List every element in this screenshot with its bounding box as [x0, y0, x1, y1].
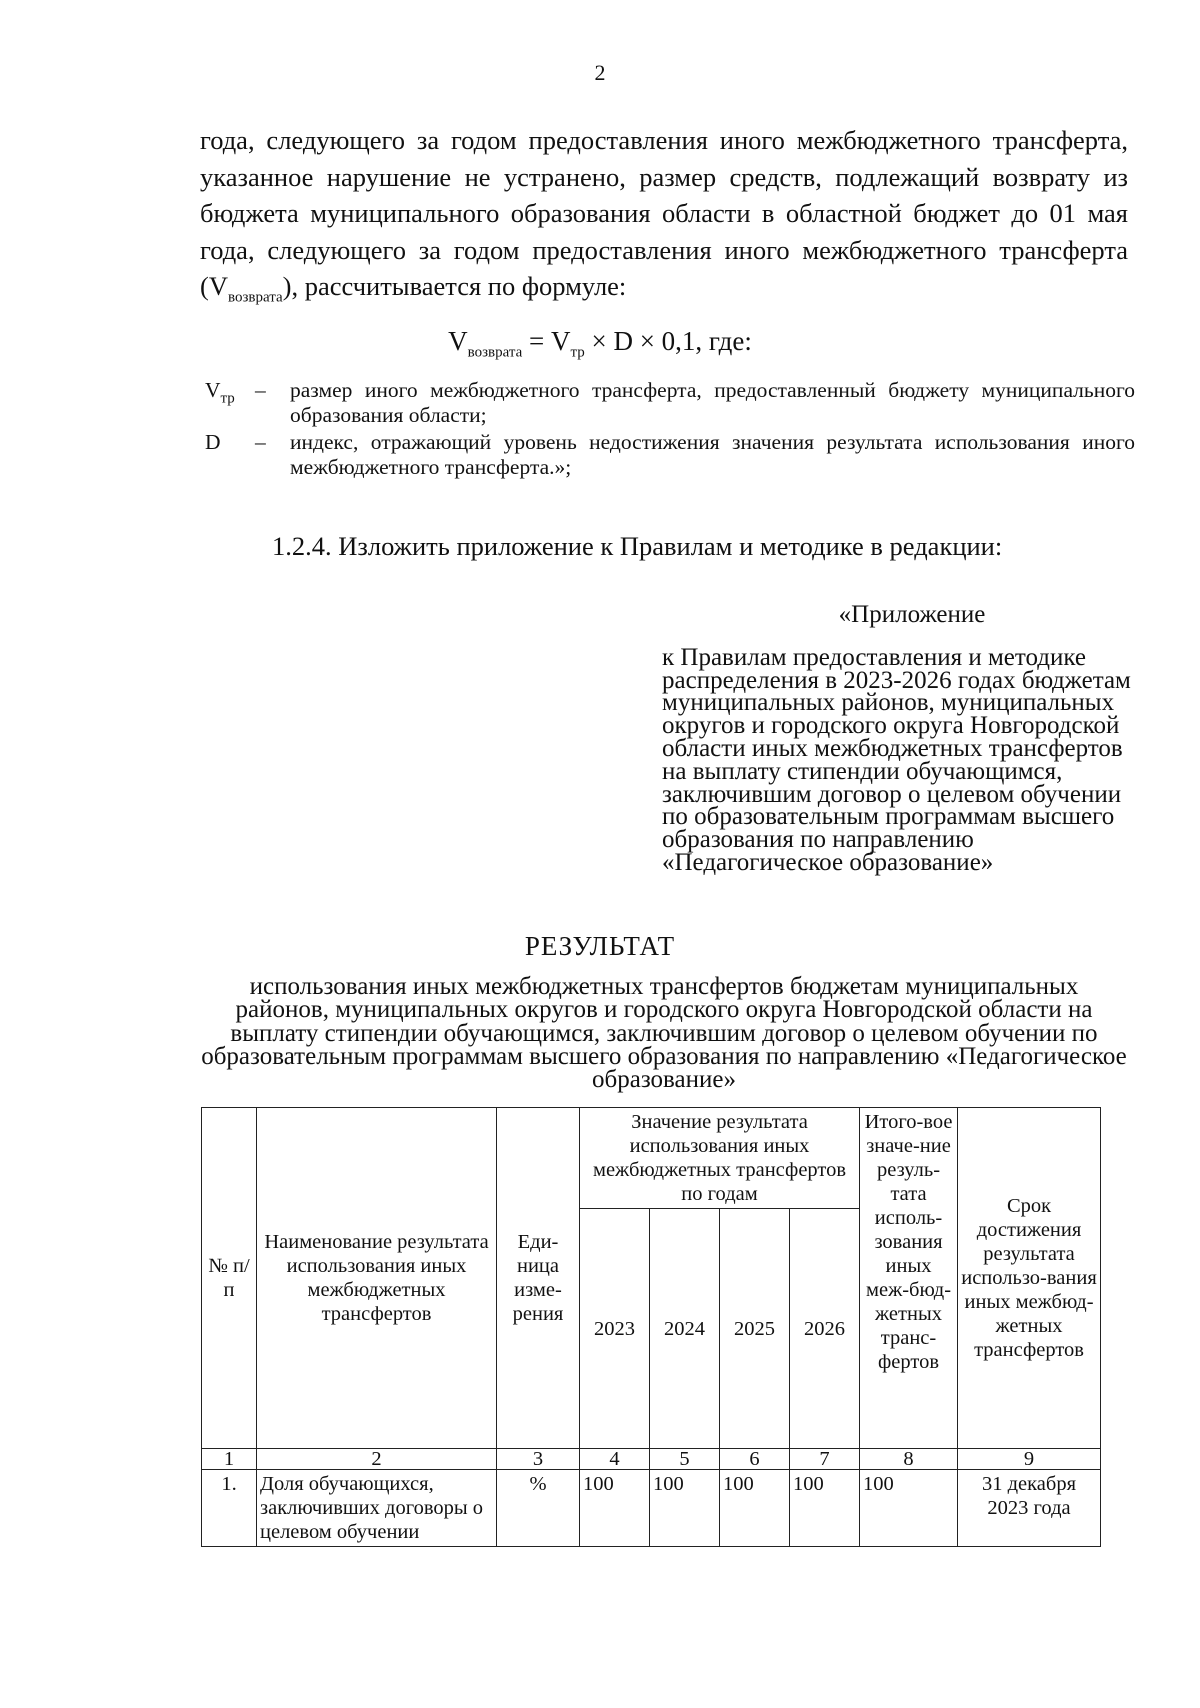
row-unit: % [497, 1470, 580, 1547]
header-year-2026: 2026 [790, 1209, 860, 1449]
section-item: 1.2.4. Изложить приложение к Правилам и методике в редакции: [272, 531, 1003, 561]
result-title: РЕЗУЛЬТАТ [524, 931, 676, 961]
formula-rest: × D × 0,1, где: [584, 326, 752, 356]
col-number: 3 [497, 1449, 580, 1470]
definition-text: индекс, отражающий уровень недостижения значения результата использования иного межбюджетного трансферта.»; [290, 430, 1135, 479]
table-row [202, 1470, 1101, 1547]
result-subtitle: использования иных межбюджетных трансфертов бюджетам муниципальных районов, муниципальных округов и городского округа Новгородской области на выплату стипендии обучающимся, заключившим договор о целевом обучении по образовательным программам высшего образования по направлению «Педагогическое образование» [201, 973, 1127, 1094]
definition-dash: – [255, 378, 266, 402]
annex-block [662, 601, 1132, 876]
row-value-2024: 100 [650, 1470, 720, 1547]
header-year-2024: 2024 [650, 1209, 720, 1449]
col-number: 9 [958, 1449, 1101, 1470]
body-paragraph [200, 122, 1128, 316]
row-num: 1. [202, 1470, 257, 1547]
header-deadline: Срок достижения результата использо-вания иных межбюд-жетных трансфертов [958, 1108, 1101, 1449]
header-total: Итого-вое значе-ние резуль-тата исполь-зования иных меж-бюд-жетных транс-фертов [860, 1108, 958, 1449]
header-name: Наименование результата использования иных межбюджетных трансфертов [257, 1108, 497, 1449]
annex-title: «Приложение [838, 601, 986, 628]
definition-symbol: D [205, 430, 221, 454]
row-name: Доля обучающихся, заключивших договоры о целевом обучении [257, 1470, 497, 1547]
col-number: 8 [860, 1449, 958, 1470]
definition-text: размер иного межбюджетного трансферта, предоставленный бюджету муниципального образования области; [290, 378, 1135, 427]
row-value-2023: 100 [580, 1470, 650, 1547]
header-unit: Еди-ница изме-рения [497, 1108, 580, 1449]
header-num: № п/п [202, 1108, 257, 1449]
row-value-2026: 100 [790, 1470, 860, 1547]
paragraph-end: ), рассчитывается по формуле: [282, 271, 627, 301]
page-number: 2 [594, 60, 606, 85]
col-number: 7 [790, 1449, 860, 1470]
row-total: 100 [860, 1470, 958, 1547]
formula-eq: = V [522, 326, 571, 356]
header-year-2023: 2023 [580, 1209, 650, 1449]
definition-symbol: $V_{тр}$ [205, 378, 235, 407]
formula-v: V [448, 326, 468, 356]
paragraph-subscript: возврата [227, 289, 283, 306]
definition-dash: – [255, 430, 266, 454]
header-group-years: Значение результата использования иных межбюджетных трансфертов по годам [580, 1108, 860, 1209]
col-number: 2 [257, 1449, 497, 1470]
formula-sub-tr: тр [570, 344, 585, 361]
col-number: 5 [650, 1449, 720, 1470]
column-numbers-row [202, 1449, 1101, 1470]
paragraph-text: года, следующего за годом предоставления иного межбюджетного трансферта, указанное нарушение не устранено, размер средств, подлежащий возврату из бюджета муниципального образования области в областной бюджет до 01 мая года, следующего за годом предоставления иного межбюджетного трансферта (V [200, 125, 1128, 301]
col-number: 1 [202, 1449, 257, 1470]
col-number: 4 [580, 1449, 650, 1470]
formula [0, 326, 1200, 361]
col-number: 6 [720, 1449, 790, 1470]
results-table [201, 1107, 1101, 1547]
row-deadline: 31 декабря 2023 года [958, 1470, 1101, 1547]
header-year-2025: 2025 [720, 1209, 790, 1449]
formula-sub-return: возврата [467, 344, 523, 361]
row-value-2025: 100 [720, 1470, 790, 1547]
annex-text: к Правилам предоставления и методике распределения в 2023-2026 годах бюджетам муниципальных районов, муниципальных округов и городского округа Новгородской области иных межбюджетных трансфертов на выплату стипендии обучающимся, заключившим договор о целевом обучении по образовательным программам высшего образования по направлению «Педагогическое образование» [662, 643, 1131, 876]
